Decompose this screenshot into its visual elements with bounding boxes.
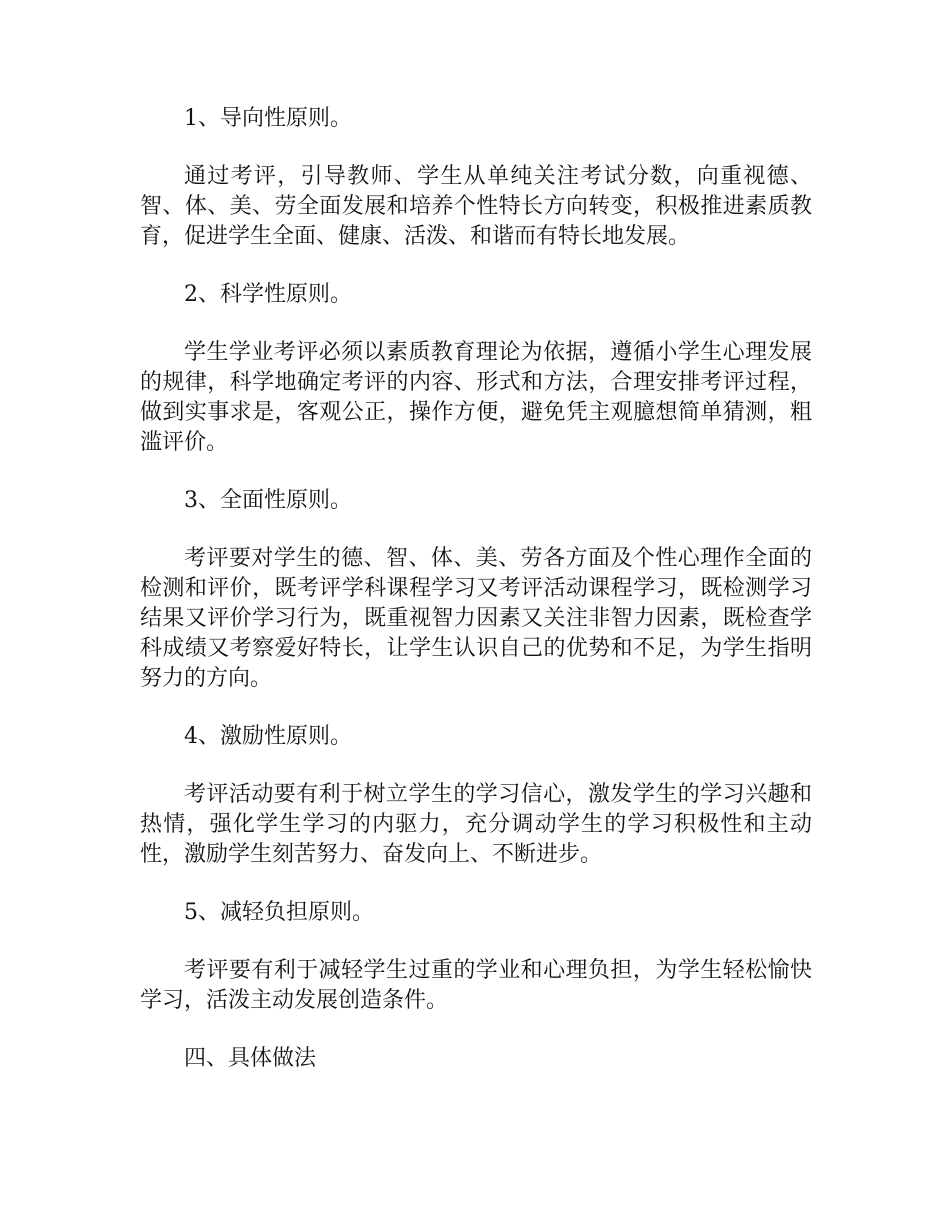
section-heading-specific-methods: 四、具体做法 [184,1046,317,1071]
document-page [140,104,812,1102]
paragraph-motivation: 考评活动要有利于树立学生的学习信心，激发学生的学习兴趣和热情，强化学生学习的内驱力，充分调动学生的学习积极性和主动性，激励学生刻苦努力、奋发向上、不断进步。 [140,782,812,867]
paragraph-scientific: 学生学业考评必须以素质教育理论为依据，遵循小学生心理发展的规律，科学地确定考评的内容、形式和方法，合理安排考评过程，做到实事求是，客观公正，操作方便，避免凭主观臆想简单猜测，粗滥评价。 [140,340,812,455]
section-heading-burden-reduction: 5、减轻负担原则。 [184,900,374,925]
paragraph-guidance: 通过考评，引导教师、学生从单纯关注考试分数，向重视德、智、体、美、劳全面发展和培养个性特长方向转变，积极推进素质教育，促进学生全面、健康、活泼、和谐而有特长地发展。 [140,164,812,249]
paragraph-comprehensive: 考评要对学生的德、智、体、美、劳各方面及个性心理作全面的检测和评价，既考评学科课程学习又考评活动课程学习，既检测学习结果又评价学习行为，既重视智力因素又关注非智力因素，既检查学科成绩又考察爱好特长，让学生认识自己的优势和不足，为学生指明努力的方向。 [140,546,812,691]
section-heading-motivation: 4、激励性原则。 [184,724,352,749]
section-heading-guidance: 1、导向性原则。 [184,106,352,131]
section-heading-scientific: 2、科学性原则。 [184,282,352,307]
paragraph-burden-reduction: 考评要有利于减轻学生过重的学业和心理负担，为学生轻松愉快学习，活泼主动发展创造条件。 [140,958,812,1013]
section-heading-comprehensive: 3、全面性原则。 [184,488,352,513]
